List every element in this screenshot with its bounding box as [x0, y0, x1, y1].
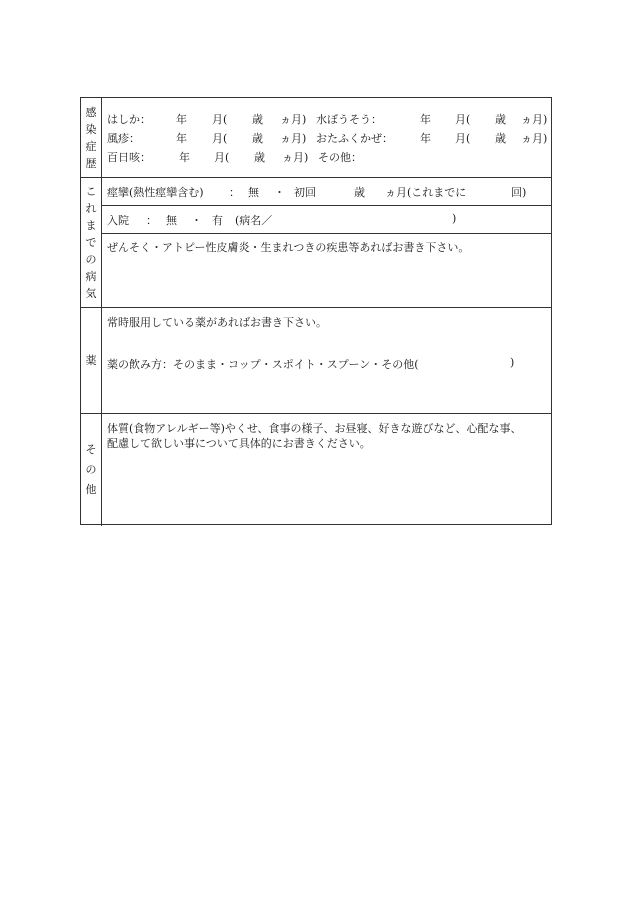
convulsion-dot: ・ — [274, 186, 285, 199]
convulsion-colon: ： — [229, 186, 240, 199]
chickenpox-age: 歳 — [495, 113, 506, 126]
infection-history-section — [81, 98, 551, 178]
hospital-close: ) — [452, 212, 457, 225]
medicine-content — [102, 308, 551, 413]
health-history-form — [80, 97, 552, 525]
medicine-regular: 常時服用している薬があればお書き下さい。 — [107, 316, 327, 329]
mumps-name: おたふくかぜ： — [316, 132, 393, 145]
measles-age: 歳 — [252, 113, 263, 126]
label-char: 歴 — [85, 156, 97, 170]
other-content — [102, 414, 551, 526]
hospital-colon: ： — [146, 214, 157, 227]
measles-name: はしか： — [107, 113, 151, 126]
label-char: の — [85, 463, 97, 476]
label-char: 染 — [85, 122, 97, 136]
label-char: 感 — [85, 105, 97, 119]
label-char: の — [85, 253, 97, 266]
medicine-label — [81, 308, 102, 413]
rubella-name: 風疹： — [107, 132, 140, 145]
past-illness-label — [81, 178, 102, 307]
infection-history-label — [81, 98, 102, 177]
infection-history-content — [102, 98, 551, 177]
hospital-disease: (病名／ — [235, 214, 273, 227]
convulsion-row — [102, 178, 551, 206]
pertussis-age: 歳 — [254, 151, 265, 164]
rubella-month: 月( — [212, 132, 228, 145]
label-char: ま — [85, 219, 97, 232]
label-char: 気 — [85, 287, 97, 300]
convulsion-months: ヵ月(これまでに — [385, 186, 467, 199]
hospital-none: 無 — [166, 214, 177, 227]
hospital-yes: 有 — [212, 214, 223, 227]
past-illness-label-text — [86, 183, 97, 302]
chickenpox-month: 月( — [455, 113, 471, 126]
label-char: れ — [85, 202, 97, 215]
infection-other: その他： — [318, 151, 362, 164]
label-char: 病 — [85, 270, 97, 283]
convulsion-none: 無 — [248, 186, 259, 199]
hospital-row — [102, 205, 551, 234]
mumps-age: 歳 — [495, 132, 506, 145]
other-line2: 配慮して欲しい事について具体的にお書きください。 — [107, 437, 371, 450]
medicine-label-text — [86, 352, 97, 369]
past-illness-content — [102, 178, 551, 307]
measles-year: 年 — [176, 113, 187, 126]
mumps-year: 年 — [420, 132, 431, 145]
hospital-dot: ・ — [191, 214, 202, 227]
label-char: 他 — [85, 483, 97, 496]
pertussis-year: 年 — [179, 151, 190, 164]
other-section — [81, 414, 551, 526]
chickenpox-months: ヵ月) — [521, 113, 548, 126]
label-char: そ — [85, 443, 97, 456]
chronic-note: ぜんそく・アトピー性皮膚炎・生まれつきの疾患等あればお書き下さい。 — [107, 241, 470, 254]
convulsion-age: 歳 — [354, 186, 365, 199]
pertussis-name: 百日咳： — [107, 151, 151, 164]
other-label-text — [86, 440, 97, 500]
convulsion-name: 痙攣(熱性痙攣含む) — [107, 186, 204, 199]
convulsion-times: 回) — [511, 186, 527, 199]
mumps-months: ヵ月) — [521, 132, 548, 145]
convulsion-first: 初回 — [294, 186, 316, 199]
infection-history-label-text — [86, 104, 97, 172]
rubella-age: 歳 — [252, 132, 263, 145]
other-line1: 体質(食物アレルギー等)やくせ、食事の様子、お昼寝、好きな遊びなど、心配な事、 — [107, 422, 522, 435]
medicine-section — [81, 308, 551, 414]
label-char: で — [85, 236, 97, 249]
rubella-year: 年 — [176, 132, 187, 145]
chronic-row — [102, 233, 551, 308]
hospital-name: 入院 — [107, 214, 129, 227]
pertussis-month: 月( — [214, 151, 230, 164]
rubella-months: ヵ月) — [280, 132, 307, 145]
label-char: こ — [85, 185, 97, 198]
chickenpox-name: 水ぼうそう： — [316, 113, 382, 126]
medicine-method-close: ) — [510, 356, 515, 369]
pertussis-months: ヵ月) — [282, 151, 309, 164]
mumps-month: 月( — [455, 132, 471, 145]
other-label — [81, 414, 102, 526]
measles-months: ヵ月) — [280, 113, 307, 126]
measles-month: 月( — [212, 113, 228, 126]
label-char: 症 — [85, 139, 97, 153]
medicine-method: 薬の飲み方：そのまま・コップ・スポイト・スプーン・その他( — [107, 358, 419, 371]
chickenpox-year: 年 — [420, 113, 431, 126]
past-illness-section — [81, 178, 551, 308]
label-char: 薬 — [85, 354, 97, 367]
